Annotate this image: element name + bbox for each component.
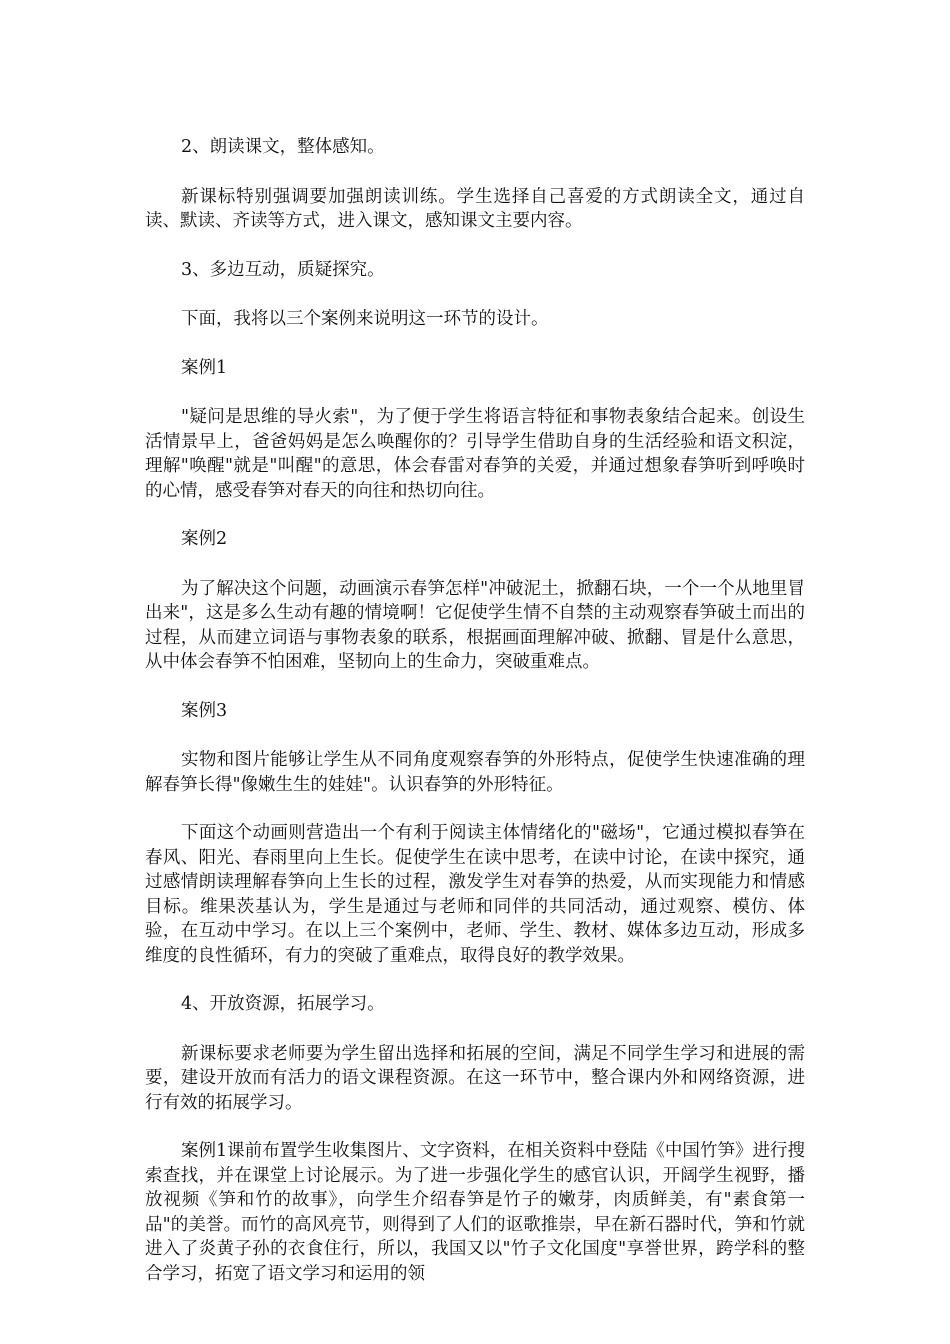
case-1-heading: 案例1: [181, 357, 228, 378]
paragraph-animation: 下面这个动画则营造出一个有利于阅读主体情绪化的"磁场"，它通过模拟春笋在春风、阳光、春雨里向上生长。促使学生在读中思考，在读中讨论，在读中探究，通过感情朗读理解春笋向上生长的过程，激发学生对春笋的热爱，从而实现能力和情感目标。维果茨基认为，学生是通过与老师和同伴的共同活动，通过观察、模仿、体验，在互动中学习。在以上三个案例中，老师、学生、教材、媒体多边互动，形成多维度的良性循环，有力的突破了重难点，取得良好的教学效果。: [145, 823, 805, 966]
case-3-heading: 案例3: [181, 700, 228, 721]
section-heading-resources: 4、开放资源，拓展学习。: [181, 994, 385, 1014]
section-heading-reading: 2、朗读课文，整体感知。: [181, 137, 385, 157]
paragraph-case-3: 实物和图片能够让学生从不同角度观察春笋的外形特点，促使学生快速准确的理解春笋长得"像嫩生生的娃娃"。认识春笋的外形特征。: [145, 750, 805, 795]
section-heading-interaction: 3、多边互动，质疑探究。: [181, 259, 385, 280]
paragraph-reading-training: 新课标特别强调要加强朗读训练。学生选择自己喜爱的方式朗读全文，通过自读、默读、齐读等方式，进入课文，感知课文主要内容。: [145, 186, 805, 231]
paragraph-resources: 新课标要求老师要为学生留出选择和拓展的空间，满足不同学生学习和进展的需要，建设开放而有活力的语文课程资源。在这一环节中，整合课内外和网络资源，进行有效的拓展学习。: [145, 1043, 805, 1113]
paragraph-resources-case-1: 案例1课前布置学生收集图片、文字资料，在相关资料中登陆《中国竹笋》进行搜索查找，并在课堂上讨论展示。为了进一步强化学生的感官认识，开阔学生视野，播放视频《笋和竹的故事》，向学生介绍春笋是竹子的嫩芽，肉质鲜美，有"素食第一品"的美誉。而竹的高风亮节，则得到了人们的讴歌推崇，早在新石器时代，笋和竹就进入了炎黄子孙的衣食住行，所以，我国又以"竹子文化国度"享誉世界，跨学科的整合学习，拓宽了语文学习和运用的领: [145, 1141, 805, 1284]
paragraph-case-2: 为了解决这个问题，动画演示春笋怎样"冲破泥土，掀翻石块，一个一个从地里冒出来"，这是多么生动有趣的情境啊！它促使学生情不自禁的主动观察春笋破土而出的过程，从而建立词语与事物表象的联系，根据画面理解冲破、掀翻、冒是什么意思，从中体会春笋不怕困难，坚韧向上的生命力，突破重难点。: [145, 578, 805, 672]
paragraph-intro-cases: 下面，我将以三个案例来说明这一环节的设计。: [181, 309, 549, 329]
case-2-heading: 案例2: [181, 529, 228, 549]
paragraph-case-1: "疑问是思维的导火索"，为了便于学生将语言特征和事物表象结合起来。创设生活情景早上，爸爸妈妈是怎么唤醒你的？引导学生借助自身的生活经验和语文积淀，理解"唤醒"就是"叫醒"的意思，体会春雷对春笋的关爱，并通过想象春笋听到呼唤时的心情，感受春笋对春天的向往和热切向往。: [145, 407, 805, 501]
document-page: [145, 135, 805, 1310]
